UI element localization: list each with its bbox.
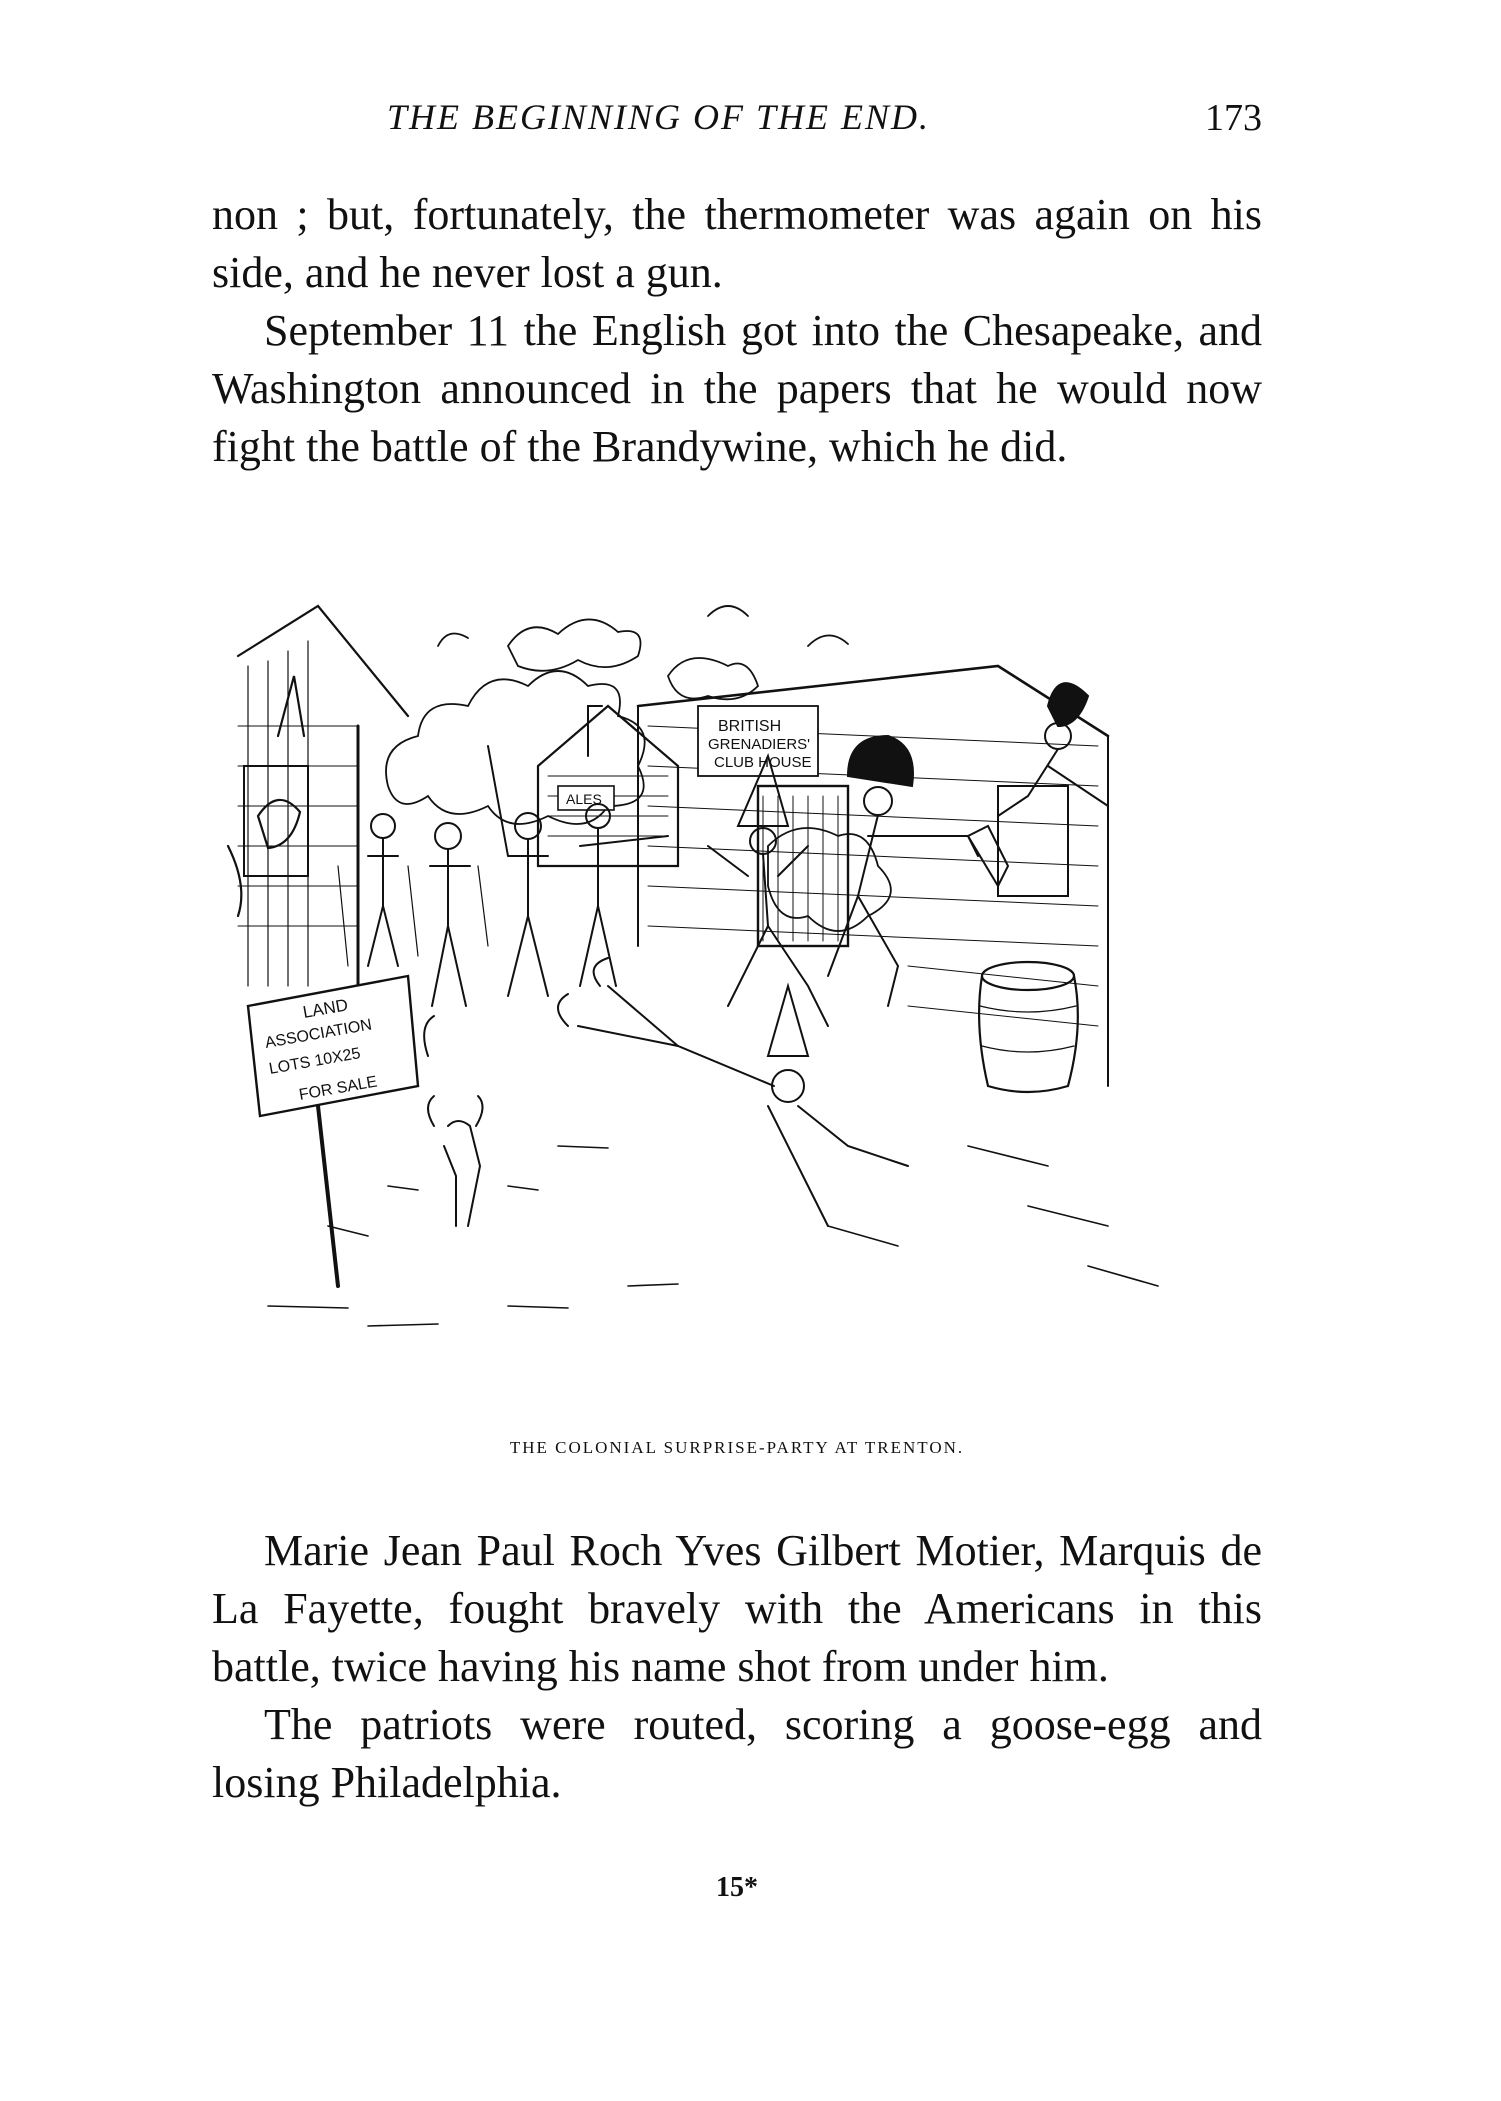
illustration-caption: THE COLONIAL SURPRISE-PARTY AT TRENTON. xyxy=(509,1438,965,1457)
barrel xyxy=(979,962,1078,1092)
paragraph-philadelphia: The patriots were routed, scoring a goose-egg and losing Philadelphia. xyxy=(212,1700,1262,1807)
page-number: 173 xyxy=(1205,97,1262,139)
running-head xyxy=(212,96,1262,146)
text-block-bottom xyxy=(212,1522,1262,1812)
ground-strokes xyxy=(268,1146,1158,1326)
illustration-trenton xyxy=(208,586,1348,1436)
clubhouse-sign-line1: BRITISH xyxy=(718,718,782,735)
left-building xyxy=(228,606,408,1006)
clubhouse-building xyxy=(638,666,1108,1086)
paragraph-lafayette: Marie Jean Paul Roch Yves Gilbert Motier, Marquis de La Fayette, fought bravely with the Americans in this battle, twice having his name shot from under him. xyxy=(212,1526,1262,1691)
land-sign-line3: LOTS 10X25 xyxy=(267,1045,362,1078)
clubhouse-sign-line2: GRENADIERS' xyxy=(708,736,811,753)
land-sign-line1: LAND xyxy=(301,995,350,1022)
running-title: THE BEGINNING OF THE END. xyxy=(387,97,930,137)
ales-sign: ALES xyxy=(566,791,602,807)
land-sign-line4: FOR SALE xyxy=(297,1073,379,1104)
land-sign-line2: ASSOCIATION xyxy=(263,1016,374,1052)
dog xyxy=(424,1016,482,1226)
paragraph-continued: non ; but, fortunately, the thermometer was again on his side, and he never lost a gun. xyxy=(212,190,1262,297)
clubhouse-sign-line3: CLUB HOUSE xyxy=(714,754,812,771)
paragraph-brandywine: September 11 the English got into the Chesapeake, and Washington announced in the papers that he would now fight the battle of the Brandywine, which he did. xyxy=(212,306,1262,471)
signature-mark: 15* xyxy=(716,1872,758,1903)
text-block-top xyxy=(212,186,1262,476)
